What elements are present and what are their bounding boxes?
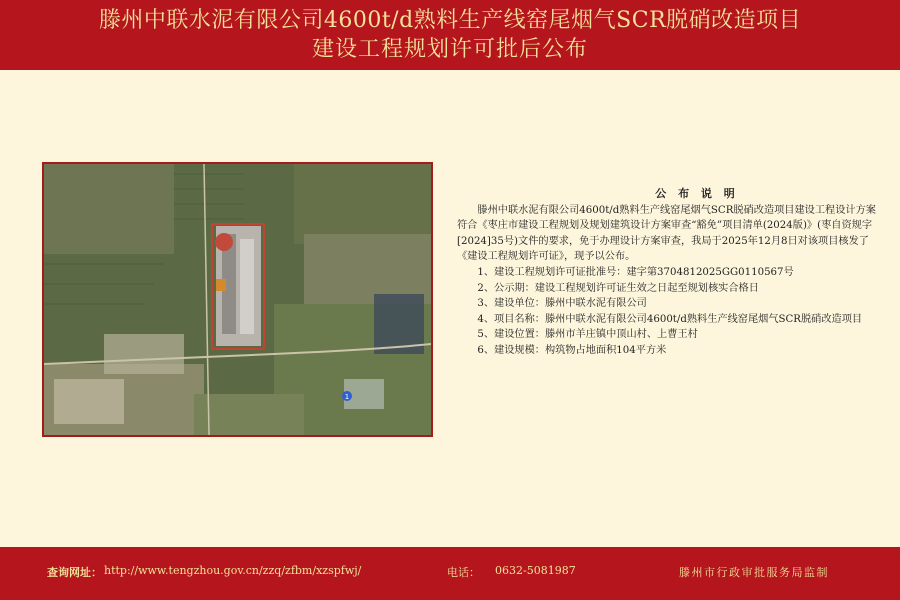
- map-marker-label: 1: [344, 393, 350, 401]
- notice-title: 公 布 说 明: [655, 187, 739, 200]
- notice-item-location: 5、建设位置：滕州市羊庄镇中顶山村、上曹王村: [477, 329, 698, 341]
- notice-item-scale: 6、建设规模：构筑物占地面积104平方米: [477, 344, 667, 356]
- notice-item-permit-number: 1、建设工程规划许可证批准号：建字第3704812025GG0110567号: [477, 266, 794, 278]
- page-title-line2: 建设工程规划许可批后公布: [311, 37, 588, 62]
- notice-item-publicity-period: 2、公示期：建设工程规划许可证生效之日起至规划核实合格日: [477, 282, 759, 294]
- phone-number: 0632-5081987: [495, 564, 576, 577]
- notice-item-project-name: 4、项目名称：滕州中联水泥有限公司4600t/d熟料生产线窑尾烟气SCR脱硝改造项目: [477, 313, 863, 325]
- notice-item-construction-unit: 3、建设单位：滕州中联水泥有限公司: [477, 298, 647, 310]
- footer-banner: [0, 547, 900, 600]
- phone-label: 电话：: [447, 566, 480, 579]
- query-url-link[interactable]: http://www.tengzhou.gov.cn/zzq/zfbm/xzspfwj/: [104, 564, 362, 577]
- satellite-map: [42, 162, 433, 437]
- notice-panel: [457, 186, 877, 359]
- page-title-line1: 滕州中联水泥有限公司4600t/d熟料生产线窑尾烟气SCR脱硝改造项目: [98, 8, 802, 33]
- notice-paragraph: 滕州中联水泥有限公司4600t/d熟料生产线窑尾烟气SCR脱硝改造项目建设工程设计方案符合《枣庄市建设工程规划及规划建筑设计方案审查“豁免”项目清单(2024版)》(枣自资规字[2024]35号)文件的要求，免于办理设计方案审查，我局于2025年12月8日对该项目核发了《建设工程规划许可证》，现予以公布。: [457, 204, 876, 263]
- satellite-map-image: [44, 164, 431, 435]
- query-label: 查询网址：: [47, 566, 102, 579]
- supervisor-text: 滕州市行政审批服务局监制: [679, 566, 829, 579]
- header-banner: [0, 0, 900, 70]
